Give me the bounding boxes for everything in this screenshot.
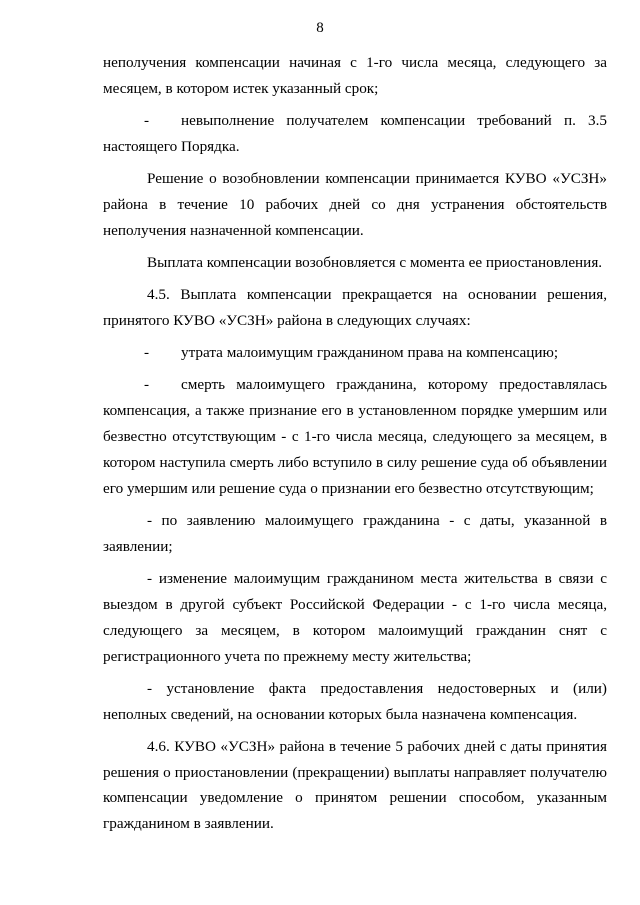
list-item: - установление факта предоставления недостоверных и (или) неполных сведений, на основании которых была назначена компенсация. — [103, 679, 607, 723]
section-4-6-paragraph: 4.6. КУВО «УСЗН» района в течение 5 рабочих дней с даты принятия решения о приостановлении (прекращении) выплаты направляет получателю компенсации уведомление о принятом решении способом, указанным гражданином в заявлении. — [103, 737, 607, 833]
section-4-5-paragraph: 4.5. Выплата компенсации прекращается на основании решения, принятого КУВО «УСЗН» района в следующих случаях: — [103, 286, 607, 329]
paragraph: Выплата компенсации возобновляется с момента ее приостановления. — [147, 253, 603, 271]
paragraph: Решение о возобновлении компенсации принимается КУВО «УСЗН» района в течение 10 рабочих дней со дня устранения обстоятельств неполучения назначенной компенсации. — [103, 170, 607, 239]
list-item — [103, 340, 607, 366]
paragraph: неполучения компенсации начиная с 1-го числа месяца, следующего за месяцем, в котором истек указанный срок; — [103, 54, 607, 97]
list-item: - изменение малоимущим гражданином места жительства в связи с выездом в другой субъект Российской Федерации - с 1-го числа месяца, следующего за месяцем, в котором малоимущий гражданин снят с регистрационного учета по прежнему месту жительства; — [103, 569, 607, 665]
page-number: 8 — [316, 20, 324, 36]
list-dash: - — [144, 376, 150, 394]
list-item-text: смерть малоимущего гражданина, которому предоставлялась компенсация, а также признание его в установленном порядке умершим или безвестно отсутствующим - с 1-го числа месяца, следующего за месяцем, в котором наступила смерть либо вступило в силу решение суда об объявлении его умершим или решение суда о признании его безвестно отсутствующим; — [103, 376, 607, 497]
list-item — [103, 372, 607, 502]
document-body — [103, 50, 607, 843]
list-item — [103, 108, 607, 160]
list-dash: - — [144, 344, 150, 361]
list-item-text: невыполнение получателем компенсации требований п. 3.5 настоящего Порядка. — [103, 112, 607, 155]
list-item-text: утрата малоимущим гражданином права на компенсацию; — [181, 344, 559, 361]
list-item: - по заявлению малоимущего гражданина - с даты, указанной в заявлении; — [103, 511, 607, 555]
list-dash: - — [144, 112, 150, 129]
